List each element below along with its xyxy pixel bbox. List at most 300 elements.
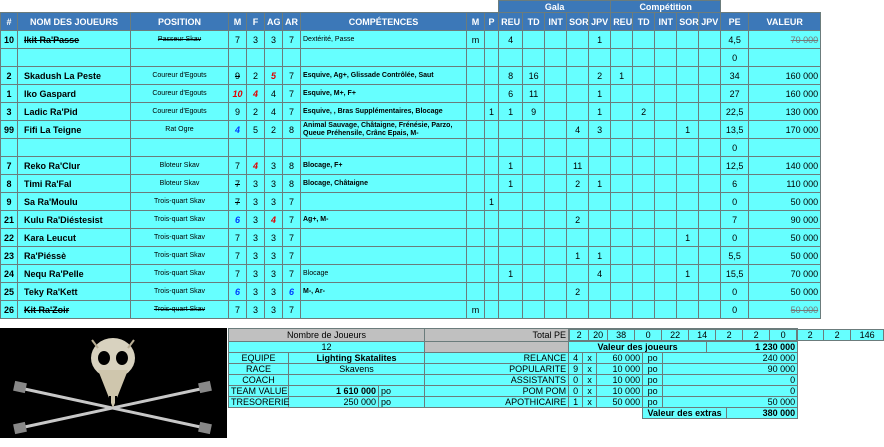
team-value-label: TEAM VALUE [229, 386, 289, 397]
totals-inner-table [569, 329, 884, 341]
extra-qty-3: 0 [569, 386, 583, 397]
extra-label-3: POM POM [425, 386, 569, 397]
player-value: 50 000 [749, 247, 821, 265]
player-gala-stat: 1 [589, 247, 611, 265]
player-number: 25 [1, 283, 18, 301]
player-p [485, 67, 499, 85]
extra-qty-1: 9 [569, 364, 583, 375]
spacer [425, 342, 569, 353]
player-gala-stat [523, 211, 545, 229]
player-comp-stat [699, 211, 721, 229]
player-ag: 3 [265, 247, 283, 265]
tresorerie-value: 250 000 [289, 397, 379, 408]
player-gala-stat: 1 [567, 247, 589, 265]
player-gala-stat [499, 193, 523, 211]
player-gala-stat [523, 193, 545, 211]
player-p [485, 175, 499, 193]
player-value: 70 000 [749, 31, 821, 49]
player-gala-stat [545, 175, 567, 193]
player-name: Kit Ra'Zoir [18, 301, 131, 319]
col-gala-reu: REU [499, 13, 523, 31]
empty-cell [1, 49, 18, 67]
player-f: 3 [247, 283, 265, 301]
player-pe: 5,5 [721, 247, 749, 265]
player-comp-stat [699, 121, 721, 139]
player-gala-stat [545, 103, 567, 121]
empty-cell [589, 139, 611, 157]
player-gala-stat [545, 193, 567, 211]
player-pe: 34 [721, 67, 749, 85]
empty-cell [545, 49, 567, 67]
player-ag: 4 [265, 103, 283, 121]
empty-cell [229, 139, 247, 157]
player-ar: 7 [283, 301, 301, 319]
player-number: 26 [1, 301, 18, 319]
empty-cell [655, 49, 677, 67]
player-comp-stat [655, 193, 677, 211]
empty-cell [567, 139, 589, 157]
player-comp-stat [677, 193, 699, 211]
player-m: 10 [229, 85, 247, 103]
player-value: 160 000 [749, 67, 821, 85]
player-p: 1 [485, 193, 499, 211]
empty-cell [485, 139, 499, 157]
empty-cell [467, 139, 485, 157]
player-ar: 7 [283, 265, 301, 283]
team-value-unit: po [379, 386, 425, 397]
player-row[interactable] [1, 175, 821, 193]
total-value: 2 [797, 330, 824, 341]
player-number: 9 [1, 193, 18, 211]
player-comp-stat [633, 85, 655, 103]
player-gala-stat [499, 301, 523, 319]
player-comp-stat [677, 85, 699, 103]
player-gala-stat [545, 211, 567, 229]
player-value: 140 000 [749, 157, 821, 175]
col-comp-jpv: JPV [699, 13, 721, 31]
player-pe: 27 [721, 85, 749, 103]
player-value: 170 000 [749, 121, 821, 139]
empty-cell [283, 139, 301, 157]
player-gala-stat [545, 85, 567, 103]
player-comp-stat [633, 175, 655, 193]
player-comp-stat [699, 157, 721, 175]
player-position: Trois-quart Skav [131, 247, 229, 265]
empty-cell [499, 139, 523, 157]
player-row[interactable] [1, 265, 821, 283]
player-gala-stat: 11 [567, 157, 589, 175]
empty-cell [499, 49, 523, 67]
extra-x-1: x [583, 364, 597, 375]
extra-price-3: 10 000 [597, 386, 643, 397]
player-comp-stat [677, 175, 699, 193]
extra-label-1: POPULARITE [425, 364, 569, 375]
player-comp-stat [677, 211, 699, 229]
col-competences: COMPÉTENCES [301, 13, 467, 31]
player-gala-stat [567, 103, 589, 121]
extra-total-1: 90 000 [663, 364, 798, 375]
player-m: 9 [229, 103, 247, 121]
player-position: Trois-quart Skav [131, 265, 229, 283]
empty-cell [699, 139, 721, 157]
col-position: POSITION [131, 13, 229, 31]
player-mm: m [467, 301, 485, 319]
player-p [485, 211, 499, 229]
col-gala-td: TD [523, 13, 545, 31]
player-comp-stat [699, 301, 721, 319]
player-comp-stat [655, 67, 677, 85]
totals-row [569, 329, 875, 342]
empty-cell [131, 49, 229, 67]
player-name: Timi Ra'Fal [18, 175, 131, 193]
extra-price-0: 60 000 [597, 353, 643, 364]
empty-cell [247, 49, 265, 67]
player-row[interactable] [1, 139, 821, 157]
col-comp-int: INT [655, 13, 677, 31]
player-name: Ra'Piéssè [18, 247, 131, 265]
col-f: F [247, 13, 265, 31]
player-ar: 7 [283, 31, 301, 49]
player-pe: 12,5 [721, 157, 749, 175]
extra-x-3: x [583, 386, 597, 397]
player-mm [467, 247, 485, 265]
col-p: P [485, 13, 499, 31]
col-gala-sor: SOR [567, 13, 589, 31]
player-name: Ladic Ra'Pid [18, 103, 131, 121]
player-gala-stat [567, 229, 589, 247]
player-p [485, 157, 499, 175]
player-comp-stat [633, 265, 655, 283]
player-comp-stat [677, 103, 699, 121]
player-ag: 3 [265, 229, 283, 247]
player-comp-stat [633, 121, 655, 139]
player-mm [467, 67, 485, 85]
player-mm [467, 121, 485, 139]
empty-cell [677, 139, 699, 157]
player-gala-stat [523, 121, 545, 139]
empty-cell [301, 49, 467, 67]
total-value: 22 [662, 330, 689, 341]
player-comp-stat [677, 283, 699, 301]
player-row[interactable] [1, 49, 821, 67]
player-ag: 4 [265, 211, 283, 229]
col-comp-reu: REU [611, 13, 633, 31]
total-value: 0 [770, 330, 797, 341]
total-pe-label: Total PE [425, 329, 569, 342]
player-position: Trois-quart Skav [131, 193, 229, 211]
player-ar: 8 [283, 157, 301, 175]
player-skills [301, 247, 467, 265]
player-position: Passeur Skav [131, 31, 229, 49]
player-row[interactable] [1, 157, 821, 175]
extra-x-2: x [583, 375, 597, 386]
col-gala-int: INT [545, 13, 567, 31]
player-skills: Ag+, M- [301, 211, 467, 229]
extra-qty-4: 1 [569, 397, 583, 408]
player-comp-stat [611, 157, 633, 175]
player-value [749, 139, 821, 157]
player-gala-stat [523, 175, 545, 193]
player-comp-stat [611, 31, 633, 49]
player-comp-stat: 1 [677, 121, 699, 139]
team-logo [0, 328, 227, 438]
player-position: Coureur d'Egouts [131, 85, 229, 103]
player-comp-stat [611, 301, 633, 319]
player-value: 70 000 [749, 265, 821, 283]
player-skills: Animal Sauvage, Châtaigne, Frénésie, Parzo, Queue Préhensile, Crânc Epais, M- [301, 121, 467, 139]
empty-cell [265, 139, 283, 157]
extra-unit-4: po [643, 397, 663, 408]
player-skills [301, 193, 467, 211]
player-comp-stat [611, 265, 633, 283]
player-name: Reko Ra'Clur [18, 157, 131, 175]
player-row[interactable] [1, 85, 821, 103]
player-number: 10 [1, 31, 18, 49]
player-gala-stat [567, 193, 589, 211]
player-gala-stat [499, 247, 523, 265]
player-position: Rat Ogre [131, 121, 229, 139]
player-comp-stat [699, 265, 721, 283]
player-comp-stat [611, 175, 633, 193]
player-m: 7 [229, 265, 247, 283]
empty-cell [633, 49, 655, 67]
player-row[interactable] [1, 247, 821, 265]
player-gala-stat: 2 [567, 283, 589, 301]
player-gala-stat: 4 [499, 31, 523, 49]
player-p [485, 31, 499, 49]
player-skills: Blocage [301, 265, 467, 283]
player-ar: 8 [283, 121, 301, 139]
player-m: 7 [229, 175, 247, 193]
player-gala-stat [545, 283, 567, 301]
player-row[interactable] [1, 121, 821, 139]
empty-cell [633, 139, 655, 157]
empty-cell [247, 139, 265, 157]
empty-cell [611, 49, 633, 67]
summary-table [228, 328, 875, 419]
player-gala-stat [589, 301, 611, 319]
player-comp-stat [655, 85, 677, 103]
player-comp-stat [611, 103, 633, 121]
player-skills: Esquive, Ag+, Glissade Contrôlée, Saut [301, 67, 467, 85]
total-value: 38 [608, 330, 635, 341]
col-m: M [229, 13, 247, 31]
player-comp-stat [633, 67, 655, 85]
nb-joueurs-value: 12 [229, 342, 425, 353]
player-f: 2 [247, 103, 265, 121]
player-p [485, 85, 499, 103]
player-row[interactable] [1, 301, 821, 319]
player-pe: 0 [721, 229, 749, 247]
player-gala-stat [567, 265, 589, 283]
player-gala-stat: 1 [499, 103, 523, 121]
player-gala-stat: 3 [589, 121, 611, 139]
player-comp-stat [655, 247, 677, 265]
extra-label-0: RELANCE [425, 353, 569, 364]
valeur-joueurs-label: Valeur des joueurs [569, 342, 707, 353]
col-mm: M [467, 13, 485, 31]
player-number: 2 [1, 67, 18, 85]
player-comp-stat [633, 211, 655, 229]
player-name: Iko Gaspard [18, 85, 131, 103]
player-f: 3 [247, 175, 265, 193]
total-value: 146 [851, 330, 884, 341]
player-m: 6 [229, 211, 247, 229]
extra-total-2: 0 [663, 375, 798, 386]
player-ar: 7 [283, 211, 301, 229]
player-m: 7 [229, 31, 247, 49]
player-comp-stat: 1 [677, 229, 699, 247]
player-gala-stat: 1 [499, 175, 523, 193]
extra-label-4: APOTHICAIRE [425, 397, 569, 408]
player-skills [301, 301, 467, 319]
empty-cell [545, 139, 567, 157]
player-ar: 8 [283, 175, 301, 193]
player-gala-stat [567, 31, 589, 49]
player-row[interactable] [1, 193, 821, 211]
player-comp-stat: 2 [633, 103, 655, 121]
player-m: 7 [229, 229, 247, 247]
empty-cell [301, 139, 467, 157]
player-f: 2 [247, 67, 265, 85]
player-pe: 13,5 [721, 121, 749, 139]
player-comp-stat [655, 157, 677, 175]
player-gala-stat [523, 265, 545, 283]
empty-cell [523, 49, 545, 67]
col-gala-jpv: JPV [589, 13, 611, 31]
player-gala-stat [545, 265, 567, 283]
empty-cell [131, 139, 229, 157]
player-comp-stat [699, 85, 721, 103]
extra-total-0: 240 000 [663, 353, 798, 364]
tresorerie-unit: po [379, 397, 425, 408]
race-label: RACE [229, 364, 289, 375]
player-comp-stat [699, 67, 721, 85]
player-number: 8 [1, 175, 18, 193]
player-comp-stat [633, 193, 655, 211]
equipe-value: Lighting Skatalites [289, 353, 425, 364]
col-comp-sor: SOR [677, 13, 699, 31]
player-gala-stat: 4 [567, 121, 589, 139]
player-comp-stat [633, 247, 655, 265]
player-skills: M-, Ar- [301, 283, 467, 301]
player-mm [467, 85, 485, 103]
player-skills: Esquive, M+, F+ [301, 85, 467, 103]
player-value: 90 000 [749, 211, 821, 229]
player-comp-stat [655, 121, 677, 139]
player-ar: 7 [283, 247, 301, 265]
player-gala-stat [545, 247, 567, 265]
player-ag: 5 [265, 67, 283, 85]
total-value: 2 [570, 330, 589, 341]
extra-label-2: ASSISTANTS [425, 375, 569, 386]
player-comp-stat: 1 [677, 265, 699, 283]
empty-cell [1, 139, 18, 157]
empty-cell [265, 49, 283, 67]
player-p [485, 301, 499, 319]
player-gala-stat [545, 157, 567, 175]
player-f: 5 [247, 121, 265, 139]
player-mm [467, 211, 485, 229]
player-row[interactable] [1, 31, 821, 49]
player-skills: Blocage, Châtaigne [301, 175, 467, 193]
player-position: Bloteur Skav [131, 175, 229, 193]
player-gala-stat: 1 [589, 103, 611, 121]
player-row[interactable] [1, 229, 821, 247]
player-comp-stat [699, 283, 721, 301]
equipe-label: EQUIPE [229, 353, 289, 364]
player-gala-stat: 2 [589, 67, 611, 85]
player-position: Trois-quart Skav [131, 229, 229, 247]
extra-x-0: x [583, 353, 597, 364]
skull-and-crutches-logo [0, 328, 227, 438]
spacer [229, 408, 425, 419]
player-m: 7 [229, 247, 247, 265]
extra-unit-3: po [643, 386, 663, 397]
player-gala-stat [589, 193, 611, 211]
player-ag: 3 [265, 283, 283, 301]
player-f: 3 [247, 229, 265, 247]
empty-cell [589, 49, 611, 67]
player-gala-stat [589, 229, 611, 247]
player-mm [467, 175, 485, 193]
extra-x-4: x [583, 397, 597, 408]
gala-group-header: Gala [499, 1, 611, 13]
player-position: Coureur d'Egouts [131, 67, 229, 85]
player-gala-stat [567, 85, 589, 103]
empty-cell [655, 139, 677, 157]
player-row[interactable] [1, 283, 821, 301]
player-comp-stat [611, 283, 633, 301]
player-gala-stat: 4 [589, 265, 611, 283]
player-comp-stat [633, 31, 655, 49]
player-name: Kara Leucut [18, 229, 131, 247]
player-gala-stat [545, 31, 567, 49]
player-gala-stat [545, 229, 567, 247]
player-p [485, 265, 499, 283]
player-comp-stat [655, 301, 677, 319]
extras-total-label: Valeur des extras [643, 408, 727, 419]
player-ag: 3 [265, 265, 283, 283]
player-value: 50 000 [749, 193, 821, 211]
player-gala-stat: 8 [499, 67, 523, 85]
player-comp-stat [633, 283, 655, 301]
player-row[interactable] [1, 67, 821, 85]
player-row[interactable] [1, 103, 821, 121]
player-ag: 3 [265, 157, 283, 175]
player-f: 3 [247, 247, 265, 265]
player-number: 22 [1, 229, 18, 247]
player-name: Teky Ra'Kett [18, 283, 131, 301]
player-gala-stat: 1 [589, 175, 611, 193]
player-gala-stat: 11 [523, 85, 545, 103]
player-gala-stat [523, 31, 545, 49]
player-m: 7 [229, 157, 247, 175]
player-number: 24 [1, 265, 18, 283]
total-value: 2 [824, 330, 851, 341]
extra-qty-0: 4 [569, 353, 583, 364]
player-mm [467, 103, 485, 121]
player-comp-stat [633, 301, 655, 319]
player-f: 4 [247, 85, 265, 103]
col-name: NOM DES JOUEURS [18, 13, 131, 31]
player-mm [467, 193, 485, 211]
player-mm [467, 229, 485, 247]
player-row[interactable] [1, 211, 821, 229]
extra-price-1: 10 000 [597, 364, 643, 375]
player-pe: 4,5 [721, 31, 749, 49]
player-comp-stat [655, 175, 677, 193]
